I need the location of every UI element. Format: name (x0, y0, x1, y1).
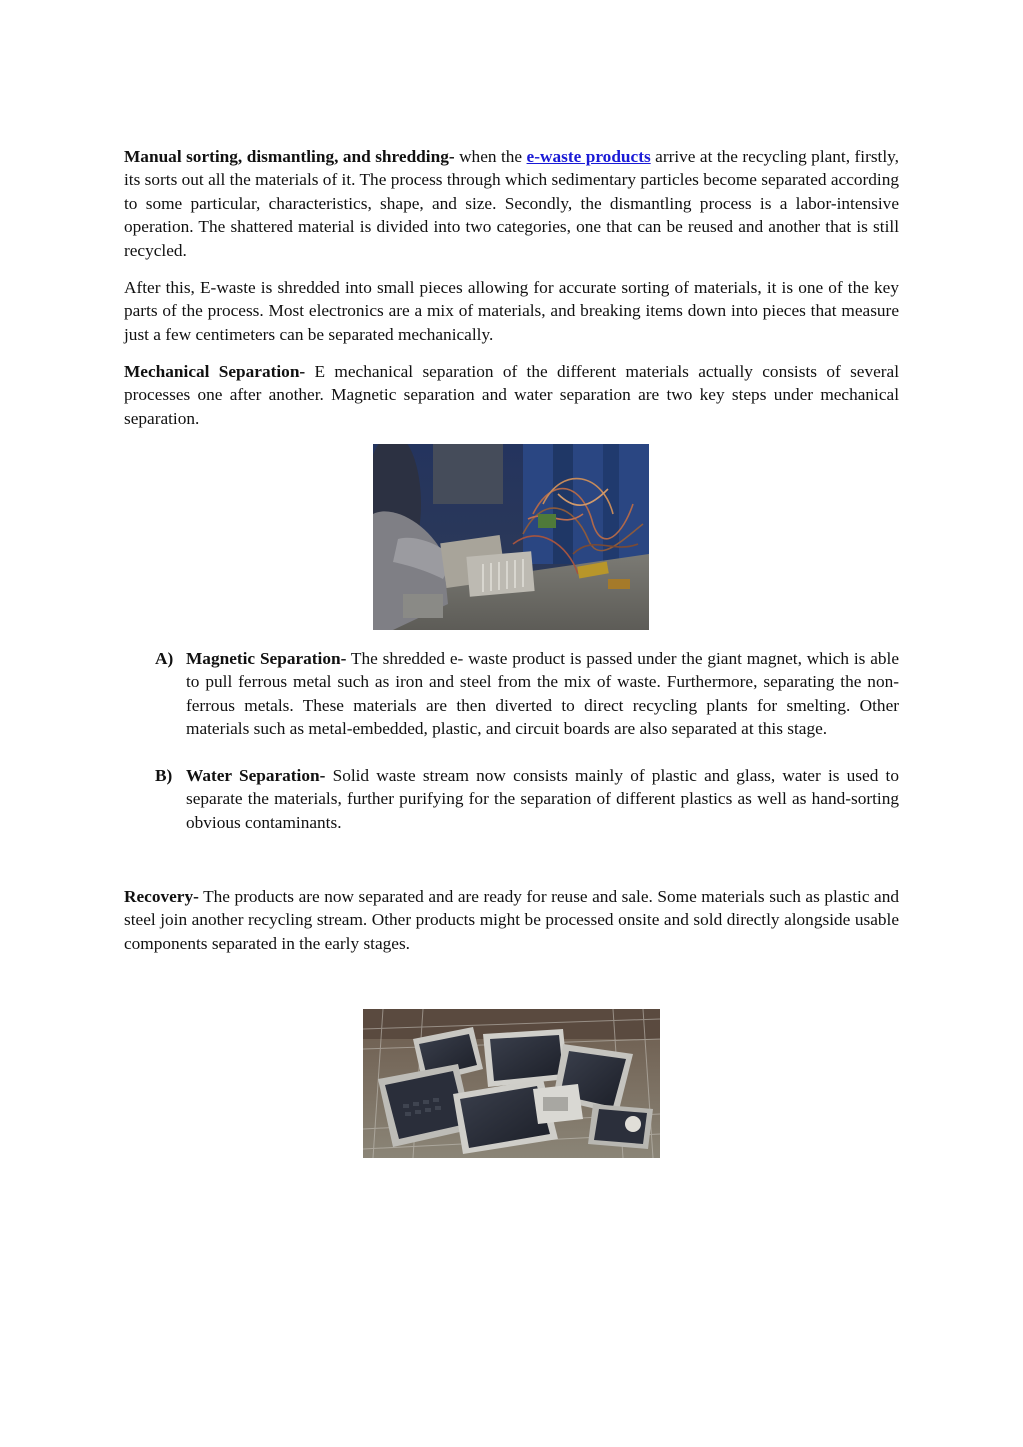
manual-sorting-pre-link: when the (454, 147, 527, 166)
photo-dismantling-icon (373, 444, 649, 630)
manual-sorting-heading: Manual sorting, dismantling, and shredding- (124, 147, 455, 166)
recovery-heading: Recovery- (124, 887, 199, 906)
water-separation-heading: Water Separation- (186, 766, 326, 785)
paragraph-manual-sorting (124, 145, 899, 262)
photo-laptops-icon (363, 1009, 660, 1158)
list-marker-a: A) (155, 649, 174, 668)
paragraph-recovery (124, 885, 899, 955)
e-waste-products-link[interactable]: e-waste products (526, 147, 651, 166)
mechanical-separation-text: E mechanical separation of the different materials actually consists of several processes one after another. Magnetic separation and water separation are two key steps under mechanical separation. (124, 362, 900, 428)
magnetic-separation-heading: Magnetic Separation- (186, 649, 347, 668)
list-marker-b: B) (155, 766, 173, 785)
recovery-text: The products are now separated and are ready for reuse and sale. Some materials such as plastic and steel join another recycling stream. Other products might be processed onsite and sold directly alongside usable components separated in the early stages. (124, 887, 899, 953)
water-separation-body (186, 764, 899, 834)
list-item-water-separation (124, 764, 899, 834)
water-separation-text: Solid waste stream now consists mainly of plastic and glass, water is used to separate the materials, further purifying for the separation of different plastics as well as hand-sorting obvious contaminants. (186, 766, 899, 832)
mechanical-separation-heading: Mechanical Separation- (124, 362, 306, 381)
manual-sorting-text: arrive at the recycling plant, firstly, its sorts out all the materials of it. The process through which sedimentary particles become separated according to some particular, characteristics, shape, and size. Secondly, the dismantling process is a labor-intensive operation. The shattered material is divided into two categories, one that can be reused and another that is still recycled. (124, 147, 899, 260)
magnetic-separation-text: The shredded e- waste product is passed under the giant magnet, which is able to pull ferrous metal such as iron and steel from the mix of waste. Furthermore, separating the non-ferrous metals. These materials are then diverted to direct recycling plants for smelting. Other materials such as metal-embedded, plastic, and circuit boards are also separated at this stage. (186, 649, 900, 739)
paragraph-shredding (124, 276, 899, 346)
magnetic-separation-body (186, 647, 899, 741)
list-item-magnetic-separation (124, 647, 899, 741)
shredding-text: After this, E-waste is shredded into small pieces allowing for accurate sorting of materials, it is one of the key parts of the process. Most electronics are a mix of materials, and breaking items down into pieces that measure just a few centimeters can be separated mechanically. (124, 278, 899, 344)
paragraph-mechanical-separation (124, 360, 899, 430)
